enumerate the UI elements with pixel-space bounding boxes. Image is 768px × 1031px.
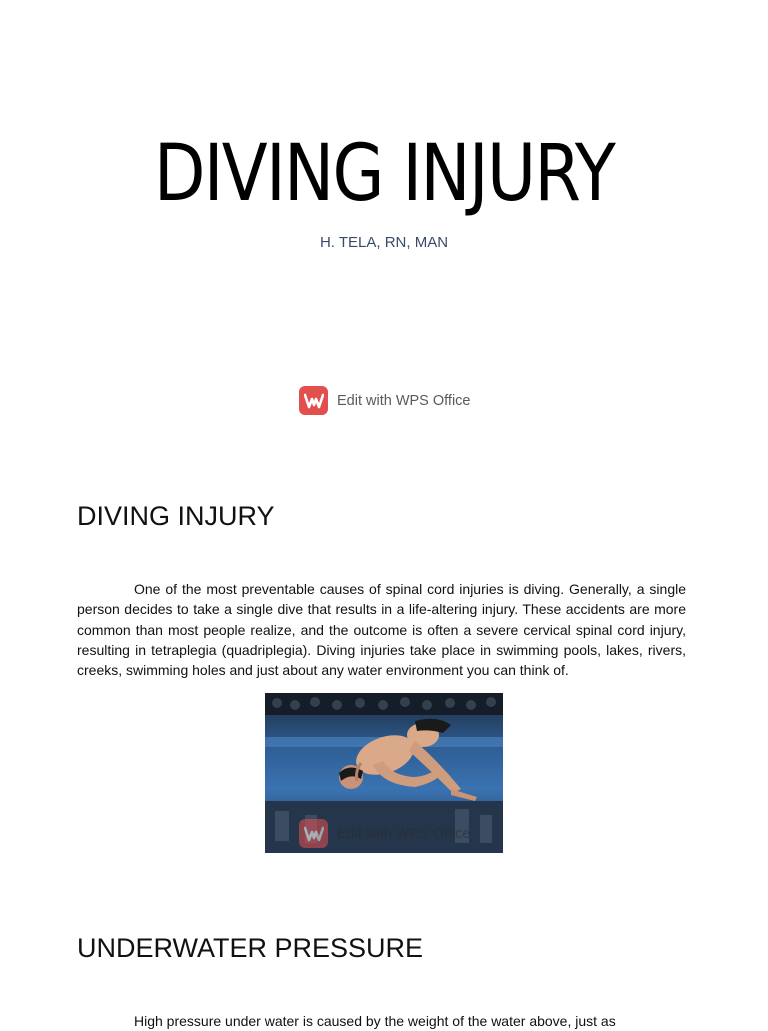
wps-watermark-label: Edit with WPS Office xyxy=(337,392,471,409)
section-heading-underwater-pressure: UNDERWATER PRESSURE xyxy=(77,933,424,963)
author-line: H. TELA, RN, MAN xyxy=(319,234,449,251)
document-title: DIVING INJURY xyxy=(153,129,615,219)
wps-watermark-label: Edit with WPS Office xyxy=(337,825,471,842)
wps-watermark-overlay[interactable] xyxy=(299,819,471,848)
wps-logo-icon xyxy=(299,819,328,848)
section-heading-diving-injury: DIVING INJURY xyxy=(77,501,275,531)
section-paragraph xyxy=(77,579,686,680)
paragraph-text: One of the most preventable causes of spinal cord injuries is diving. Generally, a single person decides to take a single dive that results in a life-altering injury. These accidents are more common than most people realize, and the outcome is often a severe cervical spinal cord injury, resulting in tetraplegia (quadriplegia). Diving injuries take place in swimming pools, lakes, rivers, creeks, swimming holes and just about any water environment you can think of. xyxy=(77,581,686,679)
wps-watermark[interactable] xyxy=(299,386,471,415)
wps-logo-icon xyxy=(299,386,328,415)
section-paragraph-start: High pressure under water is caused by the weight of the water above, just as xyxy=(134,1013,616,1029)
